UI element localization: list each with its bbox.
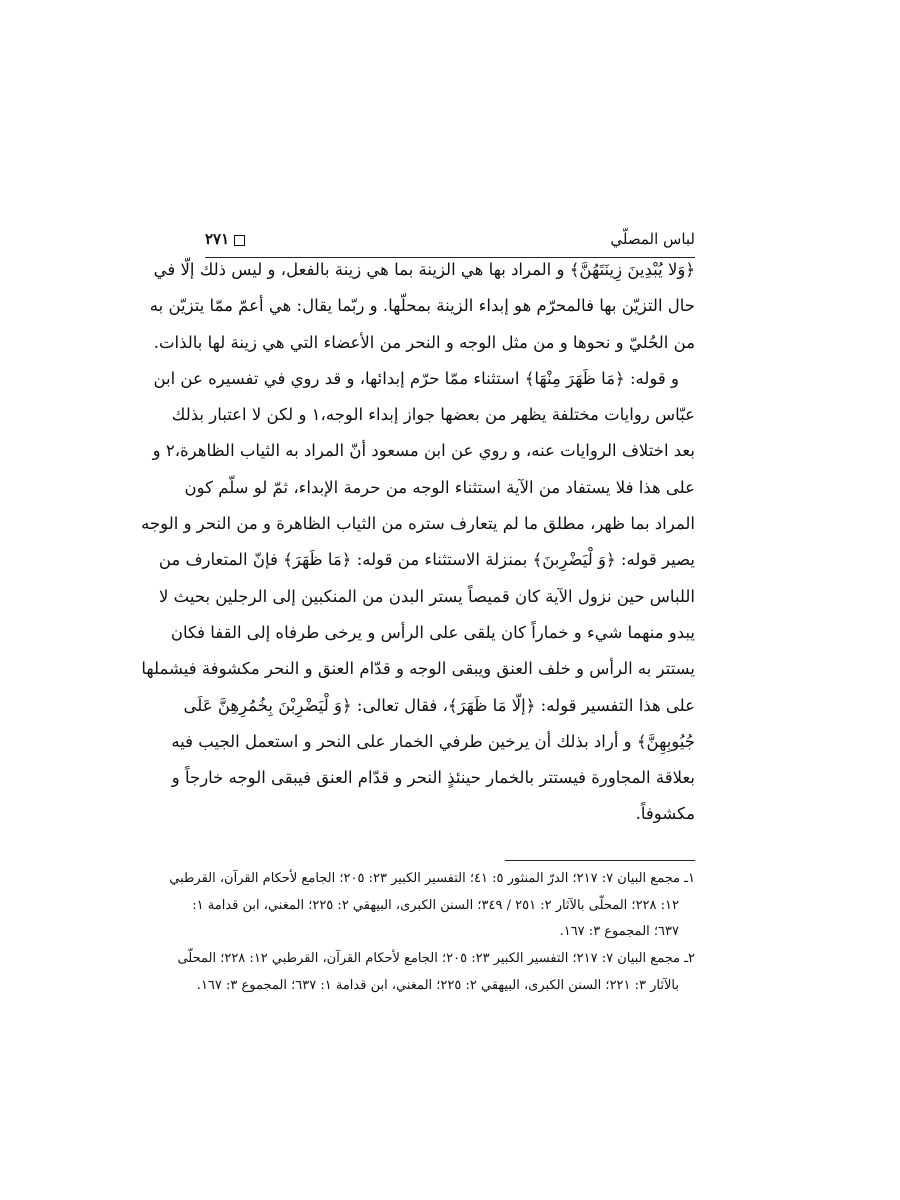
text-line: بعلاقة المجاورة فيستتر بالخمار حينئذٍ النحر و قدّام العنق فيبقى الوجه خارجاً و — [171, 768, 695, 788]
text-line: المراد بما ظهر، مطلق ما لم يتعارف ستره من الثياب الظاهرة و من النحر و الوجه — [141, 514, 695, 534]
footnote-1-line: ٦٣٧؛ المجموع ٣: ١٦٧. — [559, 924, 679, 940]
text-line: حال التزيّن بها فالمحرّم هو إبداء الزينة بمحلّها. و ربّما يقال: هي أعمّ ممّا يتزيّن به — [149, 296, 695, 316]
text-line: يبدو منهما شيء و خماراً كان يلقى على الرأس و يرخى طرفاه إلى القفا فكان — [170, 622, 695, 642]
body-text — [141, 252, 695, 833]
text-line: على هذا التفسير قوله: ﴿إلّا مَا ظَهَرَ﴾، فقال تعالى: ﴿وَ لْيَضْرِبْنَ بِخُمُرِهِنَّ عَلَى — [183, 695, 695, 715]
page-number-text: ٢٧١ — [205, 230, 230, 248]
text-line: ﴿وَلا يُبْدِينَ زِينَتَهُنَّ﴾ و المراد بها هي الزينة بما هي زينة بالفعل، و ليس ذلك إلّا في — [153, 260, 695, 279]
header-title: لباس المصلّي — [610, 230, 695, 248]
footnotes — [169, 866, 695, 999]
running-header — [205, 230, 695, 254]
footnote-rule — [505, 860, 695, 861]
text-line: على هذا فلا يستفاد من الآية استثناء الوجه من حرمة الإبداء، ثمّ لو سلّم كون — [184, 477, 695, 497]
text-line: مكشوفاً. — [635, 804, 695, 824]
text-line: من الحُليّ و نحوها و من مثل الوجه و النحر من الأعضاء التي هي زينة لها بالذات. — [153, 332, 695, 352]
page-number — [205, 230, 245, 248]
text-line: يستتر به الرأس و خلف العنق ويبقى الوجه و قدّام العنق و النحر مكشوفة فيشملها — [141, 659, 695, 679]
text-line: يصير قوله: ﴿وَ لْيَضْرِبنَ﴾ بمنزلة الاستثناء من قوله: ﴿مَا ظَهَرَ﴾ فإنّ المتعارف من — [158, 550, 695, 570]
text-line: جُيُوبِهِنَّ﴾ و أراد بذلك أن يرخين طرفي الخمار على النحر و استعمل الجيب فيه — [171, 731, 695, 751]
text-line: و قوله: ﴿مَا ظَهَرَ مِنْهَا﴾ استثناء ممّا حرّم إبدائها، و قد روي في تفسيره عن ابن — [153, 368, 679, 388]
footnote-1-line: ١٢: ٢٢٨؛ المحلّى بالآثار ٢: ٢٥١ / ٣٤٩؛ السنن الكبرى، البيهقي ٢: ٢٢٥؛ المغني، ابن قدامة ١: — [192, 897, 679, 913]
footnote-1-line: ١ـ مجمع البيان ٧: ٢١٧؛ الدرّ المنثور ٥: ٤١؛ التفسير الكبير ٢٣: ٢٠٥؛ الجامع لأحكام القرآن، القرطبي — [169, 871, 695, 886]
footnote-2-line: بالآثار ٣: ٢٢١؛ السنن الكبرى، البيهقي ٢: ٢٢٥؛ المغني، ابن قدامة ١: ٦٣٧؛ المجموع ٣: ١٦٧. — [196, 977, 679, 993]
text-line: عبّاس روايات مختلفة يظهر من بعضها جواز إبداء الوجه،١ و لكن لا اعتبار بذلك — [171, 405, 695, 425]
text-line: بعد اختلاف الروايات عنه، و روي عن ابن مسعود أنّ المراد به الثياب الظاهرة،٢ و — [152, 441, 695, 461]
square-icon — [234, 235, 245, 246]
text-line: اللباس حين نزول الآية كان قميصاً يستر البدن من المنكبين إلى الرجلين بحيث لا — [158, 586, 695, 606]
footnote-2-line: ٢ـ مجمع البيان ٧: ٢١٧؛ التفسير الكبير ٢٣: ٢٠٥؛ الجامع لأحكام القرآن، القرطبي ١٢: ٢٢٨؛ المحلّى — [177, 951, 695, 967]
